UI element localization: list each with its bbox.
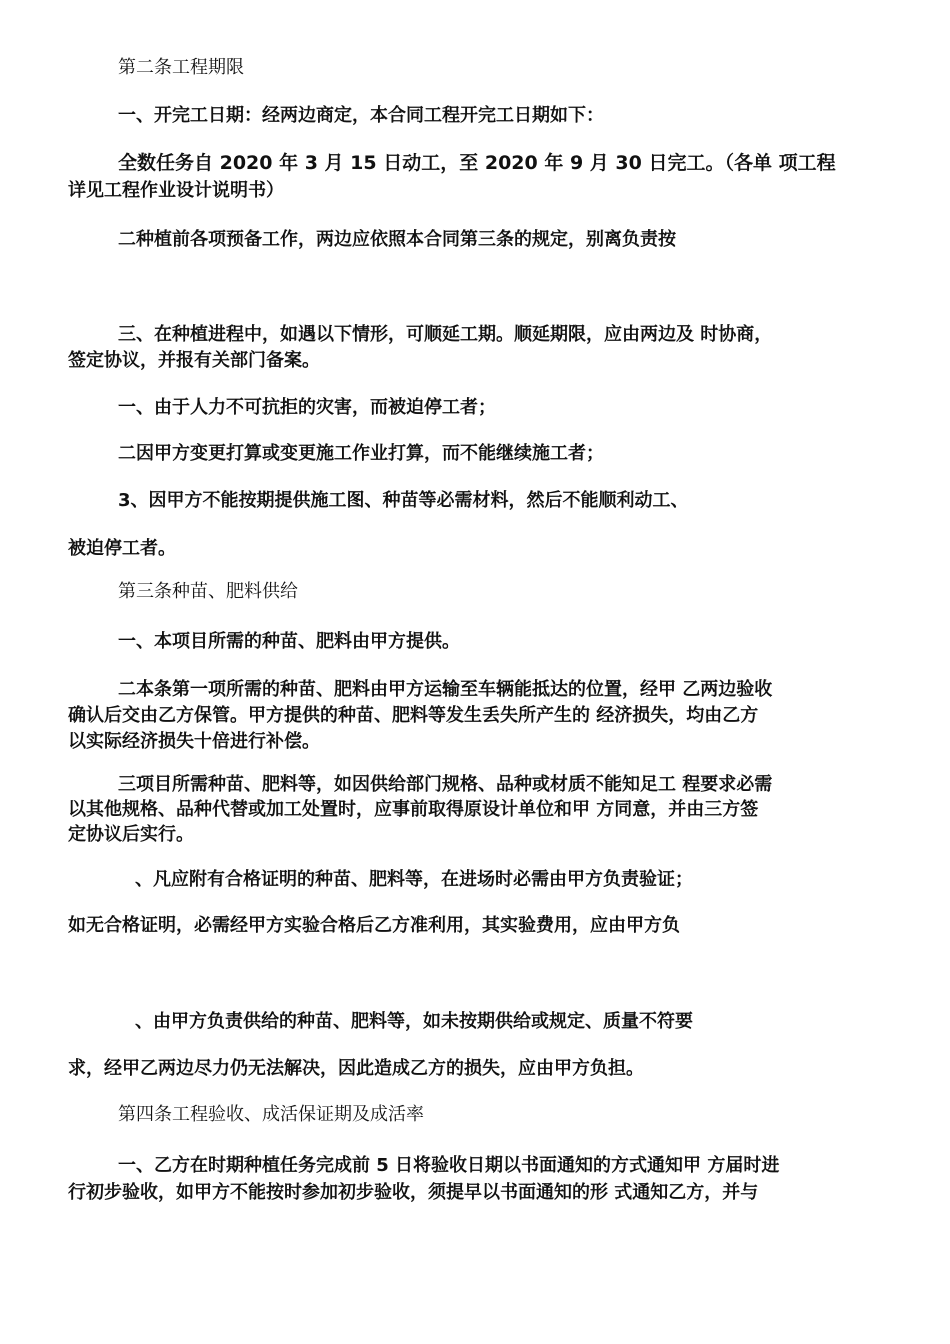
paragraph-line: 全数任务自 2020 年 3 月 15 日动工，至 2020 年 9 月 30 日完工。（各单 项工程	[118, 152, 836, 174]
paragraph-line: 一、本项目所需的种苗、肥料由甲方提供。	[118, 631, 460, 652]
paragraph-line: 3、因甲方不能按期提供施工图、种苗等必需材料，然后不能顺利动工、	[118, 490, 689, 511]
paragraph-line: 一、开完工日期：经两边商定，本合同工程开完工日期如下：	[118, 105, 604, 126]
paragraph-line: 二本条第一项所需的种苗、肥料由甲方运输至车辆能抵达的位置，经甲 乙两边验收	[118, 679, 773, 700]
paragraph-line: 、凡应附有合格证明的种苗、肥料等，在进场时必需由甲方负责验证；	[135, 869, 693, 890]
paragraph-line: 详见工程作业设计说明书）	[68, 180, 284, 201]
section-heading-3: 第三条种苗、肥料供给	[118, 581, 298, 602]
paragraph-line: 以其他规格、品种代替或加工处置时，应事前取得原设计单位和甲 方同意，并由三方签	[68, 799, 759, 820]
paragraph-line: 一、由于人力不可抗拒的灾害，而被迫停工者；	[118, 397, 496, 418]
paragraph-line: 二因甲方变更打算或变更施工作业打算，而不能继续施工者；	[118, 443, 604, 464]
paragraph-line: 如无合格证明，必需经甲方实验合格后乙方准利用，其实验费用，应由甲方负	[68, 915, 680, 936]
paragraph-line: 三项目所需种苗、肥料等，如因供给部门规格、品种或材质不能知足工 程要求必需	[118, 774, 773, 795]
paragraph-line: 一、乙方在时期种植任务完成前 5 日将验收日期以书面通知的方式通知甲 方届时进	[118, 1155, 780, 1176]
paragraph-line: 以实际经济损失十倍进行补偿。	[68, 731, 320, 752]
paragraph-line: 确认后交由乙方保管。甲方提供的种苗、肥料等发生丢失所产生的 经济损失，均由乙方	[68, 705, 759, 726]
paragraph-line: 定协议后实行。	[68, 824, 194, 845]
section-heading-4: 第四条工程验收、成活保证期及成活率	[118, 1104, 424, 1125]
paragraph-line: 二种植前各项预备工作，两边应依照本合同第三条的规定，别离负责按	[118, 229, 676, 250]
paragraph-line: 求，经甲乙两边尽力仍无法解决，因此造成乙方的损失，应由甲方负担。	[68, 1058, 644, 1079]
paragraph-line: 签定协议，并报有关部门备案。	[68, 350, 320, 371]
section-heading-2: 第二条工程期限	[118, 57, 244, 78]
paragraph-line: 、由甲方负责供给的种苗、肥料等，如未按期供给或规定、质量不符要	[135, 1011, 693, 1032]
paragraph-line: 行初步验收，如甲方不能按时参加初步验收，须提早以书面通知的形 式通知乙方，并与	[68, 1182, 759, 1203]
paragraph-line: 三、在种植进程中，如遇以下情形，可顺延工期。顺延期限，应由两边及 时协商，	[118, 324, 773, 345]
paragraph-line: 被迫停工者。	[68, 538, 176, 559]
